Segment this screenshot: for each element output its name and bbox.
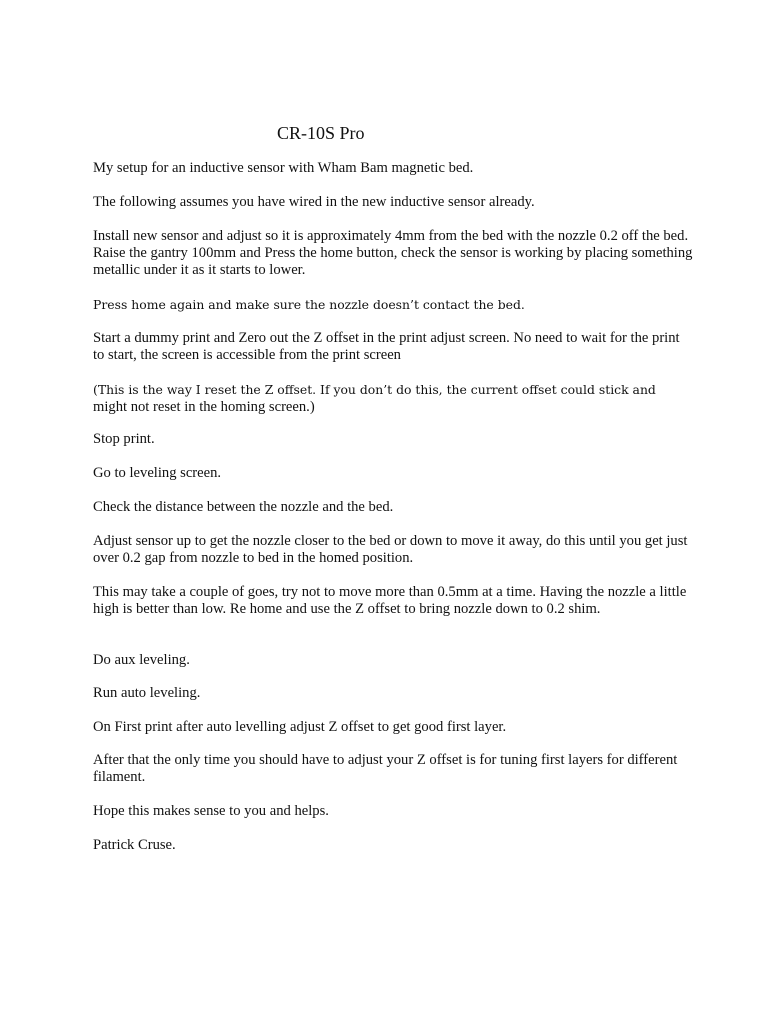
paragraph-leveling-screen: Go to leveling screen. xyxy=(93,465,222,481)
paragraph-adjust-sensor: Adjust sensor up to get the nozzle closer to the bed or down to move it away, do this until you get just over 0.2 gap from nozzle to bed in the homed position. xyxy=(93,533,688,566)
paragraph-press-home: Press home again and make sure the nozzle doesn’t contact the bed. xyxy=(93,297,525,312)
paragraph-auto-leveling: Run auto leveling. xyxy=(93,685,201,701)
reset-note-line-1: (This is the way I reset the Z offset. If you don’t do this, the current offset could stick and xyxy=(93,382,656,397)
reset-note-line-2: might not reset in the homing screen.) xyxy=(93,399,315,415)
paragraph-first-print: On First print after auto levelling adjust Z offset to get good first layer. xyxy=(93,719,507,735)
document-title: CR-10S Pro xyxy=(277,123,365,143)
paragraph-reset-note xyxy=(93,381,693,416)
paragraph-couple-of-goes: This may take a couple of goes, try not to move more than 0.5mm at a time. Having the nozzle a little high is better than low. Re home and use the Z offset to bring nozzle down to 0.2 shim. xyxy=(93,584,687,617)
paragraph-stop-print: Stop print. xyxy=(93,431,155,447)
paragraph-setup: My setup for an inductive sensor with Wham Bam magnetic bed. xyxy=(93,160,474,176)
paragraph-check-distance: Check the distance between the nozzle and the bed. xyxy=(93,499,394,515)
paragraph-dummy-print: Start a dummy print and Zero out the Z offset in the print adjust screen. No need to wait for the print to start, the screen is accessible from the print screen xyxy=(93,330,680,363)
paragraph-hope: Hope this makes sense to you and helps. xyxy=(93,803,329,819)
paragraph-signature: Patrick Cruse. xyxy=(93,837,176,853)
paragraph-aux-leveling: Do aux leveling. xyxy=(93,652,190,668)
paragraph-assumption: The following assumes you have wired in the new inductive sensor already. xyxy=(93,194,535,210)
paragraph-install-sensor: Install new sensor and adjust so it is approximately 4mm from the bed with the nozzle 0.2 off the bed. Raise the gantry 100mm and Press the home button, check the sensor is working by placing something metallic under it as it starts to lower. xyxy=(93,228,693,278)
paragraph-after-that: After that the only time you should have to adjust your Z offset is for tuning first layers for different filament. xyxy=(93,752,678,785)
